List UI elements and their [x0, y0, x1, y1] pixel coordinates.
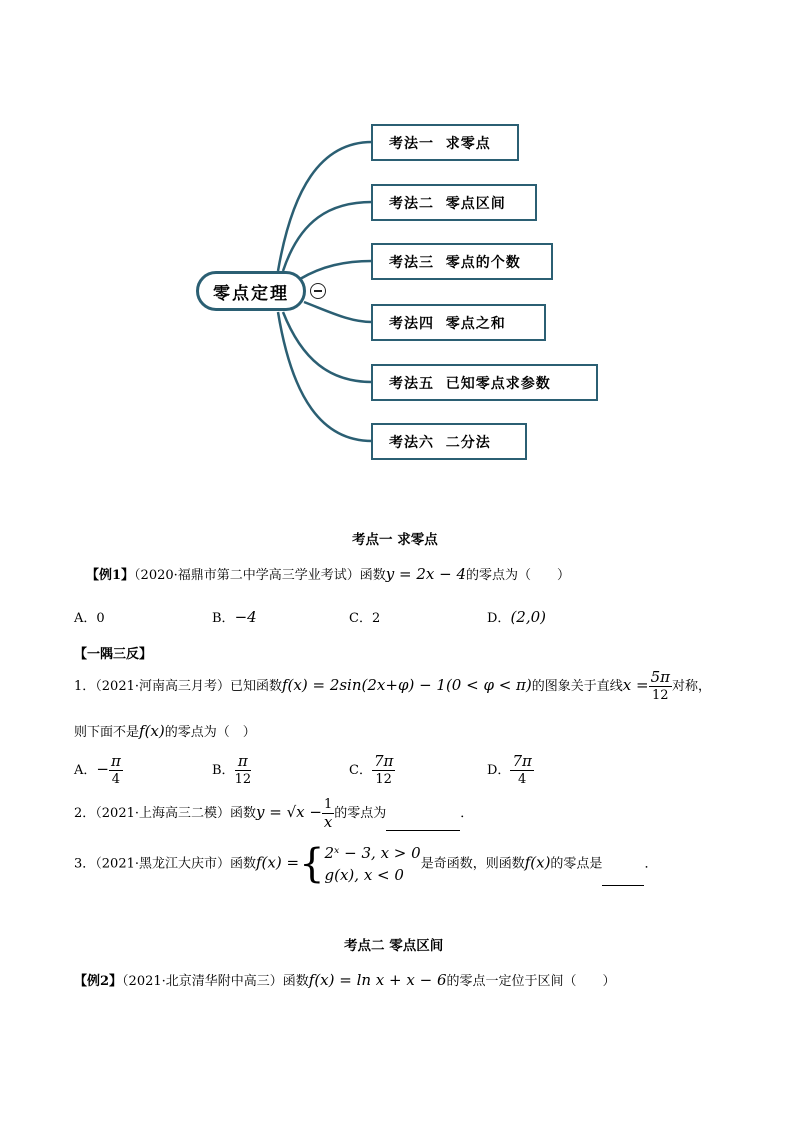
question-1-line2: 则下面不是f(x)的零点为（ ） — [74, 722, 256, 740]
example-2 — [74, 970, 616, 989]
answer-blank[interactable] — [386, 816, 460, 831]
q1-option-a: A．− $\frac{\pi}{4}$ — [74, 752, 121, 787]
q1-option-c: C． $\frac{7\pi}{12}$ — [349, 752, 394, 787]
mindmap-branch-4: 考法四 零点之和 — [371, 304, 546, 341]
option-c: C．2 — [349, 611, 381, 626]
q1-option-b: B． $\frac{\pi}{12}$ — [212, 752, 252, 787]
example-source: （2020·福鼎市第二中学高三学业考试）函数 — [134, 568, 386, 583]
q1-option-d: D． $\frac{7\pi}{4}$ — [487, 752, 532, 787]
mindmap-branch-2: 考法二 零点区间 — [371, 184, 537, 221]
example-source: （2021·北京清华附中高三）函数 — [122, 974, 309, 989]
mindmap-root: 零点定理 — [196, 271, 306, 311]
example-formula: f(x) = ln x + x − 6 — [308, 971, 447, 989]
mindmap-branch-6: 考法六 二分法 — [371, 423, 527, 460]
example-formula: y = 2x − 4 — [385, 565, 466, 583]
section-title-2: 考点二 零点区间 — [344, 938, 444, 954]
example-tail: 的零点一定位于区间（ ） — [446, 974, 616, 989]
example-1 — [86, 564, 570, 583]
example-tail: 的零点为（ ） — [466, 568, 571, 583]
example-tag: 【例2】 — [74, 974, 123, 989]
example-tag: 【例1】 — [86, 568, 135, 583]
question-1: 1．（2021·河南高三月考）已知函数f(x) = 2sin(2x+φ) − 1(0 < φ < π)的图象关于直线x = $\frac{5\pi}{12}$ 对称， — [74, 668, 711, 703]
section-title-1: 考点一 求零点 — [352, 532, 438, 548]
mindmap-branch-1: 考法一 求零点 — [371, 124, 519, 161]
option-b: B．−4 — [212, 608, 257, 626]
question-3: 3．（2021·黑龙江大庆市）函数f(x) ={ 2ˣ − 3, x > 0 g(x), x < 0 是奇函数，则函数f(x)的零点是 ． — [74, 841, 658, 887]
mindmap-branch-5: 考法五 已知零点求参数 — [371, 364, 598, 401]
mindmap-branch-3: 考法三 零点的个数 — [371, 243, 553, 280]
question-2: 2．（2021·上海高三二模）函数y = √x − $\frac{1}{x}$ 的零点为 ． — [74, 797, 474, 831]
option-a: A．0 — [74, 611, 105, 626]
collapse-icon[interactable] — [310, 283, 326, 299]
option-d: D．(2,0) — [487, 608, 546, 626]
answer-blank[interactable] — [602, 871, 644, 886]
practice-tag: 【一隅三反】 — [74, 647, 153, 662]
